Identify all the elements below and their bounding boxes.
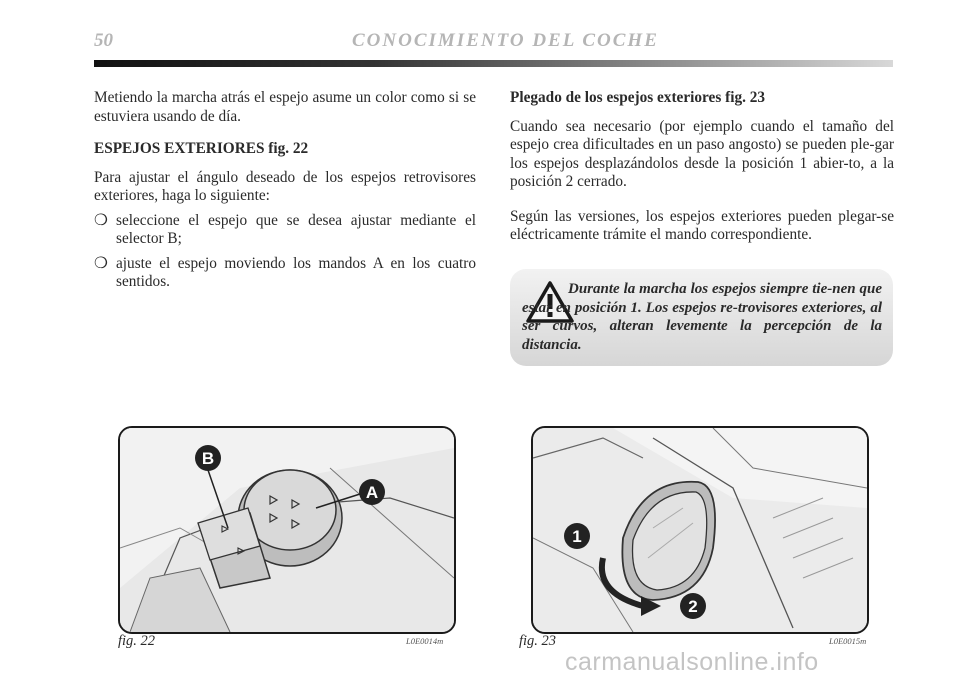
warning-text: Durante la marcha los espejos siempre tie-nen que estar en posición 1. Los espejos re-trovisores exteriores, al ser curvos, alteran levemente la percepción de la distancia.	[522, 281, 882, 353]
bullet-circle-icon: ❍	[94, 254, 108, 272]
bullet-item	[94, 255, 476, 292]
header-divider-bar	[94, 60, 893, 67]
label-2-text: 2	[688, 597, 698, 616]
bullet-text: ajuste el espejo moviendo los mandos A en los cuatro sentidos.	[116, 254, 476, 290]
intro-paragraph: Metiendo la marcha atrás el espejo asume un color como si se estuviera usando de día.	[94, 89, 476, 125]
warning-box	[510, 269, 893, 366]
bullet-item	[94, 212, 476, 249]
right-column	[510, 89, 894, 259]
figure-22-caption: fig. 22	[118, 633, 156, 649]
figure-22-code: L0E0014m	[406, 636, 444, 646]
bullet-circle-icon: ❍	[94, 211, 108, 229]
page-header-title: CONOCIMIENTO DEL COCHE	[352, 30, 659, 51]
page-number: 50	[94, 30, 113, 51]
bullet-text: seleccione el espejo que se desea ajustar mediante el selector B;	[116, 211, 476, 247]
figure-23-code: L0E0015m	[829, 636, 867, 646]
label-b-text: B	[201, 449, 215, 468]
figure-23-illustration	[531, 426, 869, 634]
section-heading-espejos-exteriores: ESPEJOS EXTERIORES fig. 22	[94, 140, 309, 157]
label-1-text: 1	[572, 527, 582, 546]
section-heading-plegado: Plegado de los espejos exteriores fig. 23	[510, 89, 766, 106]
figure-22-illustration	[118, 426, 456, 634]
instruction-paragraph: Para ajustar el ángulo deseado de los espejos retrovisores exteriores, haga lo siguiente:	[94, 168, 476, 204]
plegado-paragraph-2: Según las versiones, los espejos exteriores pueden plegar-se eléctricamente trámite el mando correspondiente.	[510, 207, 894, 243]
watermark-text: carmanualsonline.info	[565, 648, 819, 676]
label-a-text: A	[365, 483, 379, 502]
plegado-paragraph-1: Cuando sea necesario (por ejemplo cuando el tamaño del espejo crea dificultades en un paso angosto) se pueden ple-gar los espejos desplazándolos desde la posición 1 abier-to, a la posición 2 cerrado.	[510, 117, 894, 190]
left-column	[94, 89, 476, 298]
figure-23-caption: fig. 23	[519, 633, 557, 649]
